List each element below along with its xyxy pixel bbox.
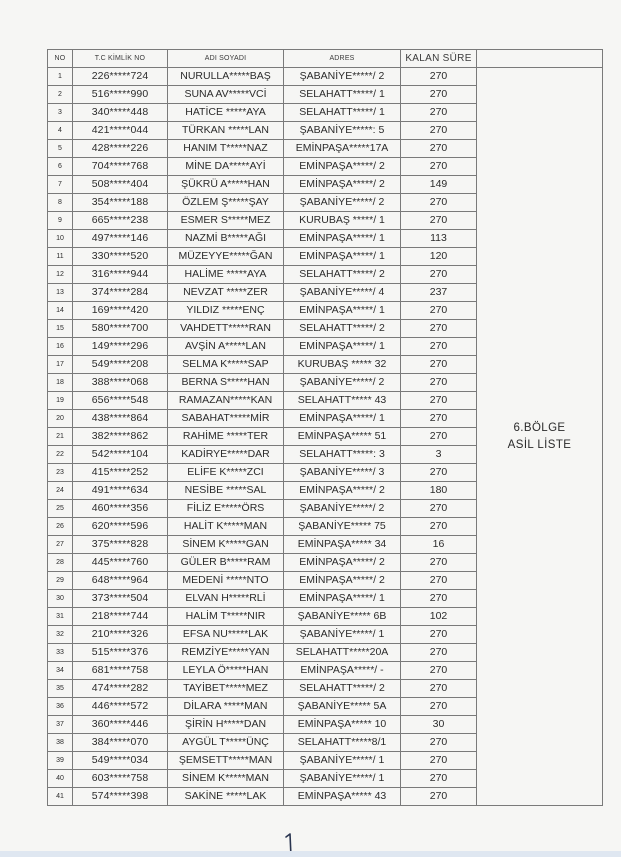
cell-no: 16 <box>48 338 73 356</box>
cell-no: 3 <box>48 104 73 122</box>
cell-adres: ŞABANİYE*****/ 1 <box>284 752 401 770</box>
cell-adres: EMİNPAŞA***** 34 <box>284 536 401 554</box>
cell-kalan-sure: 270 <box>401 644 477 662</box>
cell-no: 23 <box>48 464 73 482</box>
cell-tc-kimlik-no: 574*****398 <box>73 788 168 806</box>
cell-adres: SELAHATT*****8/1 <box>284 734 401 752</box>
cell-adi-soyadi: TÜRKAN *****LAN <box>168 122 284 140</box>
cell-tc-kimlik-no: 149*****296 <box>73 338 168 356</box>
cell-tc-kimlik-no: 374*****284 <box>73 284 168 302</box>
cell-adres: EMİNPAŞA***** 10 <box>284 716 401 734</box>
cell-kalan-sure: 30 <box>401 716 477 734</box>
cell-adi-soyadi: SİNEM K*****GAN <box>168 536 284 554</box>
cell-kalan-sure: 270 <box>401 554 477 572</box>
cell-tc-kimlik-no: 460*****356 <box>73 500 168 518</box>
cell-tc-kimlik-no: 549*****034 <box>73 752 168 770</box>
cell-adi-soyadi: ŞEMSETT*****MAN <box>168 752 284 770</box>
cell-kalan-sure: 270 <box>401 626 477 644</box>
cell-adres: ŞABANİYE*****/ 2 <box>284 374 401 392</box>
cell-adi-soyadi: NURULLA*****BAŞ <box>168 68 284 86</box>
cell-kalan-sure: 270 <box>401 698 477 716</box>
cell-adi-soyadi: MİNE DA*****AYİ <box>168 158 284 176</box>
cell-tc-kimlik-no: 375*****828 <box>73 536 168 554</box>
header-kalan-sure: KALAN SÜRE <box>401 50 477 68</box>
cell-adi-soyadi: TAYİBET*****MEZ <box>168 680 284 698</box>
cell-tc-kimlik-no: 665*****238 <box>73 212 168 230</box>
group-region-label: 6.BÖLGE <box>513 421 566 434</box>
cell-tc-kimlik-no: 316*****944 <box>73 266 168 284</box>
cell-kalan-sure: 270 <box>401 302 477 320</box>
cell-adi-soyadi: AYGÜL T*****ÜNÇ <box>168 734 284 752</box>
cell-adi-soyadi: DİLARA *****MAN <box>168 698 284 716</box>
cell-tc-kimlik-no: 388*****068 <box>73 374 168 392</box>
cell-adi-soyadi: ELVAN H*****RLİ <box>168 590 284 608</box>
cell-kalan-sure: 270 <box>401 752 477 770</box>
table-row <box>48 68 603 86</box>
cell-no: 8 <box>48 194 73 212</box>
cell-tc-kimlik-no: 226*****724 <box>73 68 168 86</box>
cell-no: 6 <box>48 158 73 176</box>
cell-adi-soyadi: REMZİYE*****YAN <box>168 644 284 662</box>
cell-tc-kimlik-no: 497*****146 <box>73 230 168 248</box>
cell-adres: EMİNPAŞA*****/ - <box>284 662 401 680</box>
cell-adres: ŞABANİYE*****/ 3 <box>284 464 401 482</box>
cell-kalan-sure: 270 <box>401 320 477 338</box>
cell-kalan-sure: 270 <box>401 194 477 212</box>
cell-no: 11 <box>48 248 73 266</box>
table-header-row <box>48 50 603 68</box>
cell-no: 9 <box>48 212 73 230</box>
cell-adi-soyadi: YILDIZ *****ENÇ <box>168 302 284 320</box>
cell-tc-kimlik-no: 542*****104 <box>73 446 168 464</box>
cell-adres: EMİNPAŞA*****/ 2 <box>284 572 401 590</box>
cell-tc-kimlik-no: 491*****634 <box>73 482 168 500</box>
cell-kalan-sure: 113 <box>401 230 477 248</box>
cell-adi-soyadi: HANIM T*****NAZ <box>168 140 284 158</box>
cell-kalan-sure: 270 <box>401 122 477 140</box>
group-label-cell <box>477 68 603 806</box>
cell-no: 17 <box>48 356 73 374</box>
cell-no: 2 <box>48 86 73 104</box>
cell-adres: EMİNPAŞA***** 43 <box>284 788 401 806</box>
cell-no: 13 <box>48 284 73 302</box>
cell-no: 18 <box>48 374 73 392</box>
cell-tc-kimlik-no: 580*****700 <box>73 320 168 338</box>
cell-tc-kimlik-no: 474*****282 <box>73 680 168 698</box>
cell-adres: SELAHATT*****/ 2 <box>284 680 401 698</box>
cell-tc-kimlik-no: 360*****446 <box>73 716 168 734</box>
cell-adres: EMİNPAŞA*****/ 1 <box>284 338 401 356</box>
cell-kalan-sure: 102 <box>401 608 477 626</box>
cell-adi-soyadi: NAZMİ B*****AĞI <box>168 230 284 248</box>
cell-no: 26 <box>48 518 73 536</box>
cell-no: 25 <box>48 500 73 518</box>
cell-adi-soyadi: BERNA S*****HAN <box>168 374 284 392</box>
cell-kalan-sure: 270 <box>401 68 477 86</box>
cell-no: 34 <box>48 662 73 680</box>
cell-adi-soyadi: EFSA NU*****LAK <box>168 626 284 644</box>
cell-tc-kimlik-no: 421*****044 <box>73 122 168 140</box>
cell-kalan-sure: 270 <box>401 734 477 752</box>
cell-kalan-sure: 270 <box>401 464 477 482</box>
header-blank <box>477 50 603 68</box>
cell-no: 12 <box>48 266 73 284</box>
cell-adres: SELAHATT*****20A <box>284 644 401 662</box>
cell-no: 30 <box>48 590 73 608</box>
cell-tc-kimlik-no: 549*****208 <box>73 356 168 374</box>
cell-adres: SELAHATT***** 43 <box>284 392 401 410</box>
cell-no: 35 <box>48 680 73 698</box>
cell-kalan-sure: 270 <box>401 212 477 230</box>
cell-adres: EMİNPAŞA*****/ 2 <box>284 176 401 194</box>
cell-kalan-sure: 16 <box>401 536 477 554</box>
cell-kalan-sure: 180 <box>401 482 477 500</box>
cell-adres: EMİNPAŞA*****/ 2 <box>284 554 401 572</box>
cell-adres: EMİNPAŞA*****/ 2 <box>284 482 401 500</box>
cell-kalan-sure: 270 <box>401 410 477 428</box>
cell-adi-soyadi: NESİBE *****SAL <box>168 482 284 500</box>
cell-adi-soyadi: RAHİME *****TER <box>168 428 284 446</box>
cell-no: 4 <box>48 122 73 140</box>
cell-tc-kimlik-no: 508*****404 <box>73 176 168 194</box>
cell-kalan-sure: 3 <box>401 446 477 464</box>
cell-tc-kimlik-no: 428*****226 <box>73 140 168 158</box>
cell-adres: SELAHATT*****/ 1 <box>284 86 401 104</box>
cell-adres: EMİNPAŞA*****/ 1 <box>284 302 401 320</box>
cell-tc-kimlik-no: 340*****448 <box>73 104 168 122</box>
cell-adres: ŞABANİYE*****/ 2 <box>284 68 401 86</box>
cell-adres: ŞABANİYE***** 5A <box>284 698 401 716</box>
cell-no: 24 <box>48 482 73 500</box>
cell-tc-kimlik-no: 620*****596 <box>73 518 168 536</box>
cell-adres: KURUBAŞ ***** 32 <box>284 356 401 374</box>
beneficiary-table <box>47 49 603 806</box>
cell-adres: ŞABANİYE***** 75 <box>284 518 401 536</box>
cell-adi-soyadi: ŞÜKRÜ A*****HAN <box>168 176 284 194</box>
cell-adi-soyadi: SİNEM K*****MAN <box>168 770 284 788</box>
cell-kalan-sure: 270 <box>401 86 477 104</box>
cell-adi-soyadi: VAHDETT*****RAN <box>168 320 284 338</box>
cell-adi-soyadi: LEYLA Ö*****HAN <box>168 662 284 680</box>
cell-adi-soyadi: HALİT K*****MAN <box>168 518 284 536</box>
cell-no: 7 <box>48 176 73 194</box>
cell-adres: ŞABANİYE*****/ 2 <box>284 500 401 518</box>
header-adi-soyadi: ADI SOYADI <box>168 50 284 68</box>
cell-adi-soyadi: GÜLER B*****RAM <box>168 554 284 572</box>
cell-tc-kimlik-no: 516*****990 <box>73 86 168 104</box>
cell-adres: EMİNPAŞA*****/ 1 <box>284 248 401 266</box>
cell-adres: EMİNPAŞA*****/ 2 <box>284 158 401 176</box>
cell-kalan-sure: 270 <box>401 680 477 698</box>
cell-tc-kimlik-no: 384*****070 <box>73 734 168 752</box>
cell-kalan-sure: 270 <box>401 356 477 374</box>
cell-no: 37 <box>48 716 73 734</box>
cell-tc-kimlik-no: 515*****376 <box>73 644 168 662</box>
cell-tc-kimlik-no: 330*****520 <box>73 248 168 266</box>
cell-adi-soyadi: FİLİZ E*****ÖRS <box>168 500 284 518</box>
cell-no: 38 <box>48 734 73 752</box>
cell-kalan-sure: 270 <box>401 590 477 608</box>
cell-kalan-sure: 270 <box>401 662 477 680</box>
cell-kalan-sure: 270 <box>401 788 477 806</box>
cell-no: 40 <box>48 770 73 788</box>
cell-adi-soyadi: NEVZAT *****ZER <box>168 284 284 302</box>
cell-no: 20 <box>48 410 73 428</box>
cell-tc-kimlik-no: 210*****326 <box>73 626 168 644</box>
cell-adres: EMİNPAŞA*****17A <box>284 140 401 158</box>
cell-tc-kimlik-no: 382*****862 <box>73 428 168 446</box>
header-tc-kimlik-no: T.C KİMLİK NO <box>73 50 168 68</box>
cell-adres: SELAHATT*****: 3 <box>284 446 401 464</box>
cell-tc-kimlik-no: 446*****572 <box>73 698 168 716</box>
cell-tc-kimlik-no: 681*****758 <box>73 662 168 680</box>
cell-adres: ŞABANİYE*****/ 4 <box>284 284 401 302</box>
cell-tc-kimlik-no: 415*****252 <box>73 464 168 482</box>
cell-adi-soyadi: SELMA K*****SAP <box>168 356 284 374</box>
cell-kalan-sure: 270 <box>401 266 477 284</box>
page-bottom-band <box>0 851 621 857</box>
cell-tc-kimlik-no: 648*****964 <box>73 572 168 590</box>
cell-kalan-sure: 270 <box>401 140 477 158</box>
cell-tc-kimlik-no: 704*****768 <box>73 158 168 176</box>
cell-adres: SELAHATT*****/ 2 <box>284 266 401 284</box>
cell-adres: ŞABANİYE*****: 5 <box>284 122 401 140</box>
cell-tc-kimlik-no: 603*****758 <box>73 770 168 788</box>
cell-adi-soyadi: ESMER S*****MEZ <box>168 212 284 230</box>
cell-no: 36 <box>48 698 73 716</box>
cell-adi-soyadi: ÖZLEM Ş*****ŞAY <box>168 194 284 212</box>
group-list-label: ASİL LİSTE <box>507 438 572 451</box>
cell-tc-kimlik-no: 438*****864 <box>73 410 168 428</box>
cell-no: 33 <box>48 644 73 662</box>
cell-kalan-sure: 270 <box>401 338 477 356</box>
cell-no: 28 <box>48 554 73 572</box>
cell-adres: EMİNPAŞA*****/ 1 <box>284 410 401 428</box>
cell-adi-soyadi: SAKİNE *****LAK <box>168 788 284 806</box>
cell-no: 22 <box>48 446 73 464</box>
cell-kalan-sure: 270 <box>401 374 477 392</box>
cell-kalan-sure: 270 <box>401 500 477 518</box>
cell-adi-soyadi: MÜZEYYE*****ĞAN <box>168 248 284 266</box>
cell-kalan-sure: 270 <box>401 104 477 122</box>
cell-adi-soyadi: SABAHAT*****MİR <box>168 410 284 428</box>
cell-no: 15 <box>48 320 73 338</box>
cell-adres: ŞABANİYE*****/ 1 <box>284 626 401 644</box>
cell-kalan-sure: 237 <box>401 284 477 302</box>
cell-adi-soyadi: AVŞİN A*****LAN <box>168 338 284 356</box>
cell-kalan-sure: 270 <box>401 770 477 788</box>
cell-adi-soyadi: MEDENİ *****NTO <box>168 572 284 590</box>
cell-no: 39 <box>48 752 73 770</box>
cell-adi-soyadi: ŞİRİN H*****DAN <box>168 716 284 734</box>
cell-tc-kimlik-no: 169*****420 <box>73 302 168 320</box>
cell-adres: EMİNPAŞA*****/ 1 <box>284 230 401 248</box>
cell-tc-kimlik-no: 354*****188 <box>73 194 168 212</box>
cell-kalan-sure: 149 <box>401 176 477 194</box>
cell-no: 32 <box>48 626 73 644</box>
cell-adres: ŞABANİYE*****/ 2 <box>284 194 401 212</box>
cell-adi-soyadi: RAMAZAN*****KAN <box>168 392 284 410</box>
cell-adres: ŞABANİYE***** 6B <box>284 608 401 626</box>
table-body <box>48 68 603 806</box>
cell-adres: SELAHATT*****/ 2 <box>284 320 401 338</box>
cell-adres: EMİNPAŞA***** 51 <box>284 428 401 446</box>
cell-no: 41 <box>48 788 73 806</box>
cell-adi-soyadi: HALİM T*****NIR <box>168 608 284 626</box>
cell-tc-kimlik-no: 373*****504 <box>73 590 168 608</box>
header-adres: ADRES <box>284 50 401 68</box>
header-no: NO <box>48 50 73 68</box>
cell-no: 14 <box>48 302 73 320</box>
cell-kalan-sure: 270 <box>401 392 477 410</box>
cell-no: 31 <box>48 608 73 626</box>
cell-kalan-sure: 270 <box>401 158 477 176</box>
cell-tc-kimlik-no: 445*****760 <box>73 554 168 572</box>
cell-kalan-sure: 270 <box>401 518 477 536</box>
cell-no: 1 <box>48 68 73 86</box>
cell-adi-soyadi: KADİRYE*****DAR <box>168 446 284 464</box>
cell-kalan-sure: 270 <box>401 428 477 446</box>
cell-no: 21 <box>48 428 73 446</box>
cell-adres: SELAHATT*****/ 1 <box>284 104 401 122</box>
cell-kalan-sure: 120 <box>401 248 477 266</box>
cell-tc-kimlik-no: 218*****744 <box>73 608 168 626</box>
cell-tc-kimlik-no: 656*****548 <box>73 392 168 410</box>
cell-no: 5 <box>48 140 73 158</box>
cell-adi-soyadi: HATİCE *****AYA <box>168 104 284 122</box>
cell-no: 29 <box>48 572 73 590</box>
cell-adi-soyadi: HALİME *****AYA <box>168 266 284 284</box>
cell-no: 27 <box>48 536 73 554</box>
cell-adi-soyadi: SUNA AV*****VCİ <box>168 86 284 104</box>
cell-no: 19 <box>48 392 73 410</box>
cell-kalan-sure: 270 <box>401 572 477 590</box>
cell-adres: EMİNPAŞA*****/ 1 <box>284 590 401 608</box>
cell-adi-soyadi: ELİFE K*****ZCI <box>168 464 284 482</box>
cell-no: 10 <box>48 230 73 248</box>
cell-adres: ŞABANİYE*****/ 1 <box>284 770 401 788</box>
cell-adres: KURUBAŞ *****/ 1 <box>284 212 401 230</box>
